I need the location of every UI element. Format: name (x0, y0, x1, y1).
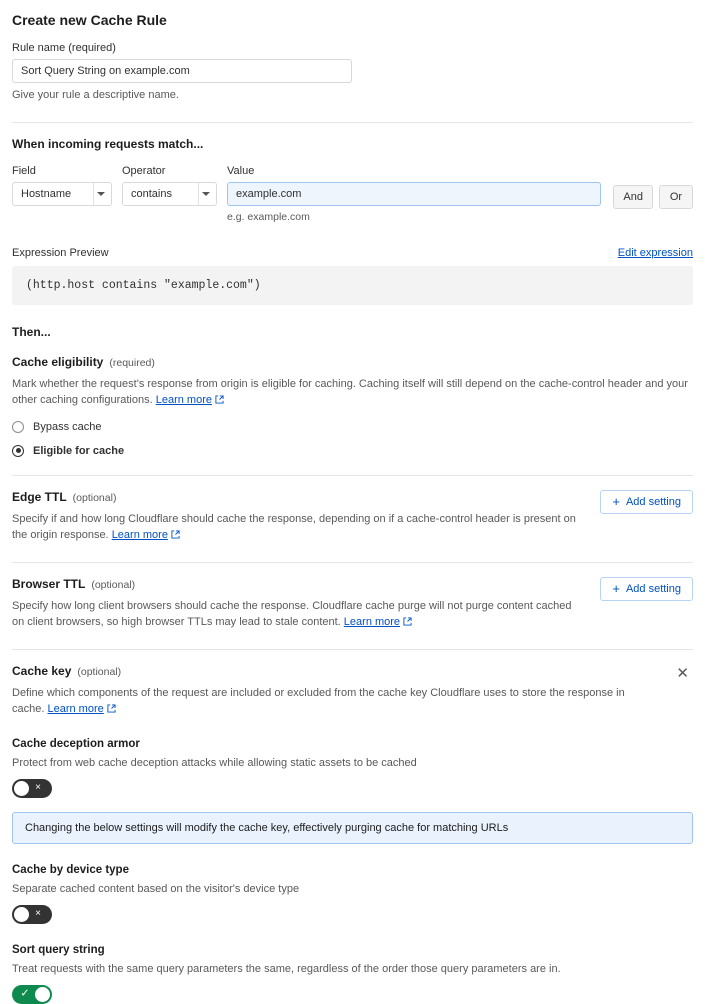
edge-ttl-title: Edge TTL (12, 489, 67, 504)
external-link-icon (215, 393, 224, 402)
toggle-knob (35, 987, 50, 1002)
sort-query-string-toggle[interactable] (12, 985, 52, 1004)
sort-query-string-title: Sort query string (12, 943, 105, 956)
page-title: Create new Cache Rule (12, 12, 167, 28)
match-section-title: When incoming requests match... (12, 136, 204, 151)
match-row (12, 165, 693, 223)
browser-ttl-learn-more-link[interactable]: Learn more (343, 616, 401, 629)
chevron-down-icon (202, 192, 210, 196)
value-label: Value (227, 164, 255, 177)
divider (12, 475, 693, 476)
edge-ttl-section (12, 490, 693, 544)
toggle-mark: × (35, 908, 41, 920)
plus-icon: + (612, 581, 620, 597)
cache-eligibility-learn-more-link[interactable]: Learn more (155, 394, 212, 407)
cache-eligibility-description (12, 376, 693, 409)
operator-label: Operator (122, 164, 166, 177)
external-link-icon (403, 615, 412, 624)
field-select[interactable] (12, 182, 112, 206)
plus-icon: + (612, 494, 620, 510)
edge-ttl-tag: (optional) (72, 491, 117, 504)
divider (12, 649, 693, 650)
cache-key-description (12, 685, 658, 718)
cache-key-header (12, 664, 658, 678)
browser-ttl-add-setting-label: Add setting (625, 582, 681, 595)
toggle-mark: ✓ (20, 987, 30, 1000)
operator-column (122, 165, 217, 206)
cache-key-title: Cache key (12, 663, 72, 678)
radio-eligible-for-cache[interactable] (12, 445, 693, 457)
cache-eligibility-section (12, 355, 693, 457)
logic-buttons (613, 185, 693, 209)
select-divider (198, 183, 199, 205)
or-button[interactable]: Or (659, 185, 693, 209)
external-link-icon (107, 702, 116, 711)
and-button[interactable]: And (613, 185, 653, 209)
browser-ttl-header (12, 577, 586, 591)
cache-deception-armor-title: Cache deception armor (12, 737, 140, 750)
browser-ttl-tag: (optional) (91, 578, 136, 591)
browser-ttl-section (12, 577, 693, 631)
operator-select-value: contains (131, 187, 172, 200)
cache-by-device-type-description: Separate cached content based on the visitor's device type (12, 882, 300, 895)
value-input[interactable] (227, 182, 601, 206)
radio-eligible-for-cache-indicator (12, 445, 24, 457)
browser-ttl-title: Browser TTL (12, 576, 86, 591)
edge-ttl-add-setting-label: Add setting (625, 495, 681, 508)
cache-by-device-type-toggle[interactable] (12, 905, 52, 924)
cache-key-tag: (optional) (77, 665, 122, 678)
toggle-knob (14, 907, 29, 922)
cache-key-header-row (12, 664, 693, 718)
then-title: Then... (12, 324, 51, 339)
cache-key-learn-more-link[interactable]: Learn more (47, 703, 104, 716)
radio-bypass-cache-indicator (12, 421, 24, 433)
edge-ttl-learn-more-link[interactable]: Learn more (111, 529, 168, 542)
external-link-icon (171, 528, 180, 537)
cache-eligibility-title: Cache eligibility (12, 354, 104, 369)
expression-code: (http.host contains "example.com") (12, 266, 693, 305)
rule-name-group (12, 42, 693, 104)
edge-ttl-add-setting-button[interactable] (600, 490, 693, 514)
edge-ttl-description-text: Specify if and how long Cloudflare should cache the response, depending on if a cache-control header is present on the origin response. (12, 512, 576, 542)
expression-preview-label: Expression Preview (12, 246, 109, 259)
browser-ttl-description-text: Specify how long client browsers should cache the response. Cloudflare cache purge will not purge content cached on client browsers, so high browser TTLs may lead to stale content. (12, 599, 572, 629)
browser-ttl-description (12, 598, 586, 631)
select-divider (93, 183, 94, 205)
cache-key-section (12, 664, 693, 1004)
edge-ttl-description (12, 511, 586, 544)
operator-select[interactable] (122, 182, 217, 206)
radio-bypass-cache-label: Bypass cache (33, 420, 102, 433)
cache-deception-armor-description: Protect from web cache deception attacks while allowing static assets to be cached (12, 756, 417, 769)
radio-eligible-for-cache-label: Eligible for cache (33, 444, 125, 457)
rule-name-help: Give your rule a descriptive name. (12, 89, 179, 101)
cache-deception-armor-toggle[interactable] (12, 779, 52, 798)
cache-key-info-banner: Changing the below settings will modify the cache key, effectively purging cache for matching URLs (12, 812, 693, 844)
cache-key-close-icon[interactable]: ✕ (676, 664, 689, 682)
divider (12, 122, 693, 123)
divider (12, 562, 693, 563)
cache-eligibility-tag: (required) (109, 356, 155, 369)
field-label: Field (12, 164, 36, 177)
toggle-mark: × (35, 782, 41, 794)
cache-eligibility-header (12, 355, 693, 369)
rule-name-input[interactable] (12, 59, 352, 83)
sort-query-string-description: Treat requests with the same query parameters the same, regardless of the order those query parameters are in. (12, 962, 561, 975)
edge-ttl-header (12, 490, 586, 504)
toggle-knob (14, 781, 29, 796)
value-hint: e.g. example.com (227, 210, 310, 223)
cache-key-description-text: Define which components of the request are included or excluded from the cache key Cloudflare uses to store the response in cache. (12, 686, 625, 716)
browser-ttl-add-setting-button[interactable] (600, 577, 693, 601)
edit-expression-link[interactable]: Edit expression (617, 246, 693, 259)
value-column (227, 165, 601, 223)
field-select-value: Hostname (21, 187, 72, 200)
chevron-down-icon (97, 192, 105, 196)
field-column (12, 165, 112, 206)
rule-name-label: Rule name (required) (12, 42, 116, 54)
cache-eligibility-description-text: Mark whether the request's response from origin is eligible for caching. Caching itself will still depend on the cache-control header and your other caching configurations. (12, 377, 688, 407)
expression-preview-header (12, 247, 693, 259)
radio-bypass-cache[interactable] (12, 421, 693, 433)
cache-by-device-type-title: Cache by device type (12, 863, 129, 876)
